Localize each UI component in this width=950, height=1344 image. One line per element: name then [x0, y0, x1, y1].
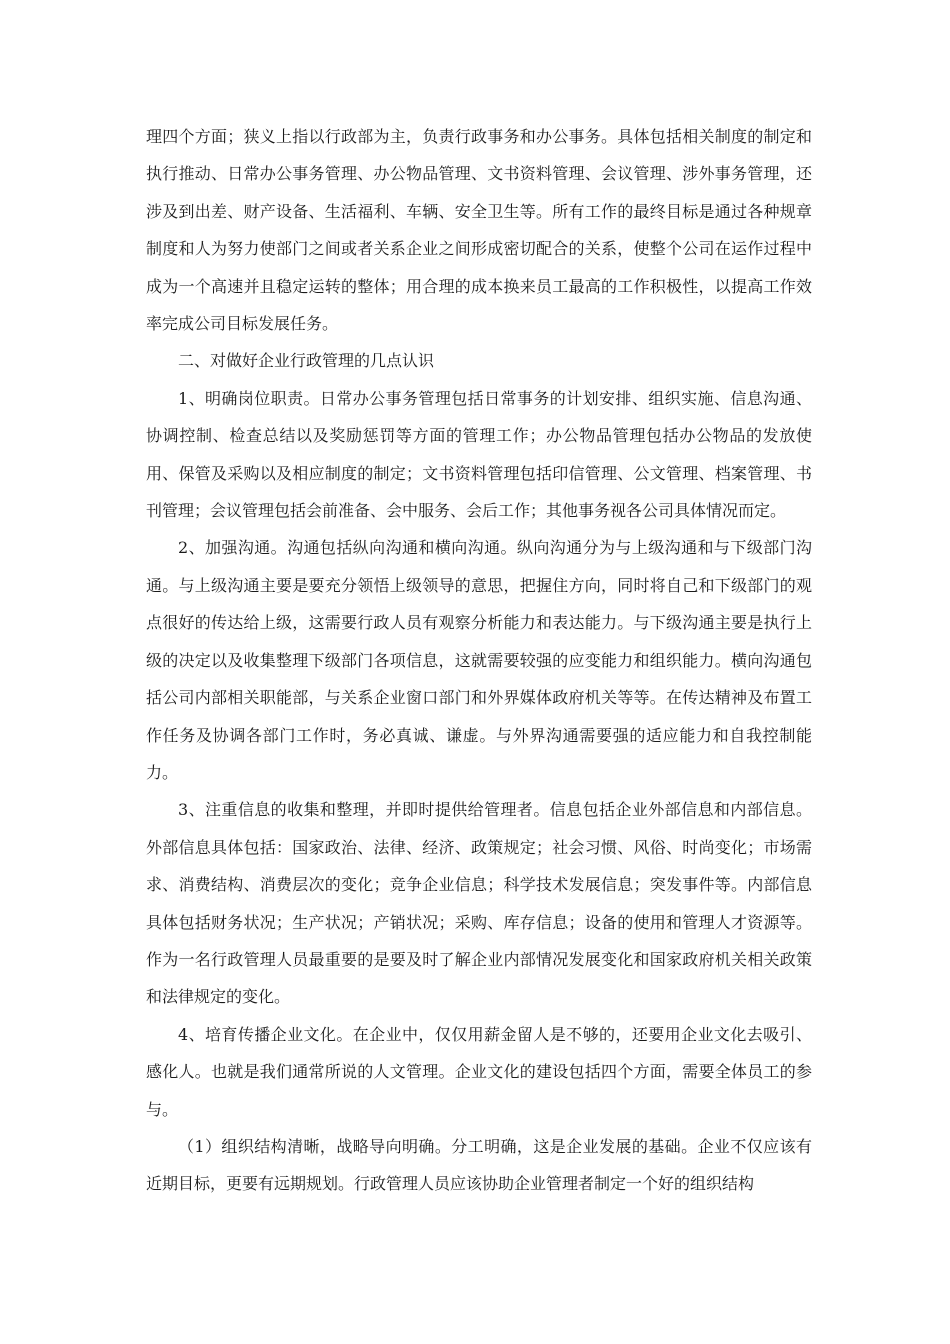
- paragraph-item-3: 3、注重信息的收集和整理，并即时提供给管理者。信息包括企业外部信息和内部信息。外部信息具体包括：国家政治、法律、经济、政策规定；社会习惯、风俗、时尚变化；市场需求、消费结构、消费层次的变化；竞争企业信息；科学技术发展信息；突发事件等。内部信息具体包括财务状况；生产状况；产销状况；采购、库存信息；设备的使用和管理人才资源等。作为一名行政管理人员最重要的是要及时了解企业内部情况发展变化和国家政府机关相关政策和法律规定的变化。: [146, 800, 812, 1007]
- paragraph-continuation: 理四个方面；狭义上指以行政部为主，负责行政事务和办公事务。具体包括相关制度的制定和执行推动、日常办公事务管理、办公物品管理、文书资料管理、会议管理、涉外事务管理，还涉及到出差、财产设备、生活福利、车辆、安全卫生等。所有工作的最终目标是通过各种规章制度和人为努力使部门之间或者关系企业之间形成密切配合的关系，使整个公司在运作过程中成为一个高速并且稳定运转的整体；用合理的成本换来员工最高的工作积极性，以提高工作效率完成公司目标发展任务。: [146, 127, 812, 334]
- paragraph-subitem-1: （1）组织结构清晰，战略导向明确。分工明确，这是企业发展的基础。企业不仅应该有近期目标，更要有远期规划。行政管理人员应该协助企业管理者制定一个好的组织结构: [146, 1136, 812, 1194]
- document-body: [146, 118, 812, 1203]
- paragraph-item-2: 2、加强沟通。沟通包括纵向沟通和横向沟通。纵向沟通分为与上级沟通和与下级部门沟通。与上级沟通主要是要充分领悟上级领导的意思，把握住方向，同时将自己和下级部门的观点很好的传达给上级，这需要行政人员有观察分析能力和表达能力。与下级沟通主要是执行上级的决定以及收集整理下级部门各项信息，这就需要较强的应变能力和组织能力。横向沟通包括公司内部相关职能部，与关系企业窗口部门和外界媒体政府机关等等。在传达精神及布置工作任务及协调各部门工作时，务必真诚、谦虚。与外界沟通需要强的适应能力和自我控制能力。: [146, 538, 812, 782]
- paragraph-item-1: 1、明确岗位职责。日常办公事务管理包括日常事务的计划安排、组织实施、信息沟通、协调控制、检查总结以及奖励惩罚等方面的管理工作；办公物品管理包括办公物品的发放使用、保管及采购以及相应制度的制定；文书资料管理包括印信管理、公文管理、档案管理、书刊管理；会议管理包括会前准备、会中服务、会后工作；其他事务视各公司具体情况而定。: [146, 388, 812, 521]
- section-heading: 二、对做好企业行政管理的几点认识: [178, 351, 435, 371]
- paragraph-item-4: 4、培育传播企业文化。在企业中，仅仅用薪金留人是不够的，还要用企业文化去吸引、感化人。也就是我们通常所说的人文管理。企业文化的建设包括四个方面，需要全体员工的参与。: [146, 1024, 812, 1119]
